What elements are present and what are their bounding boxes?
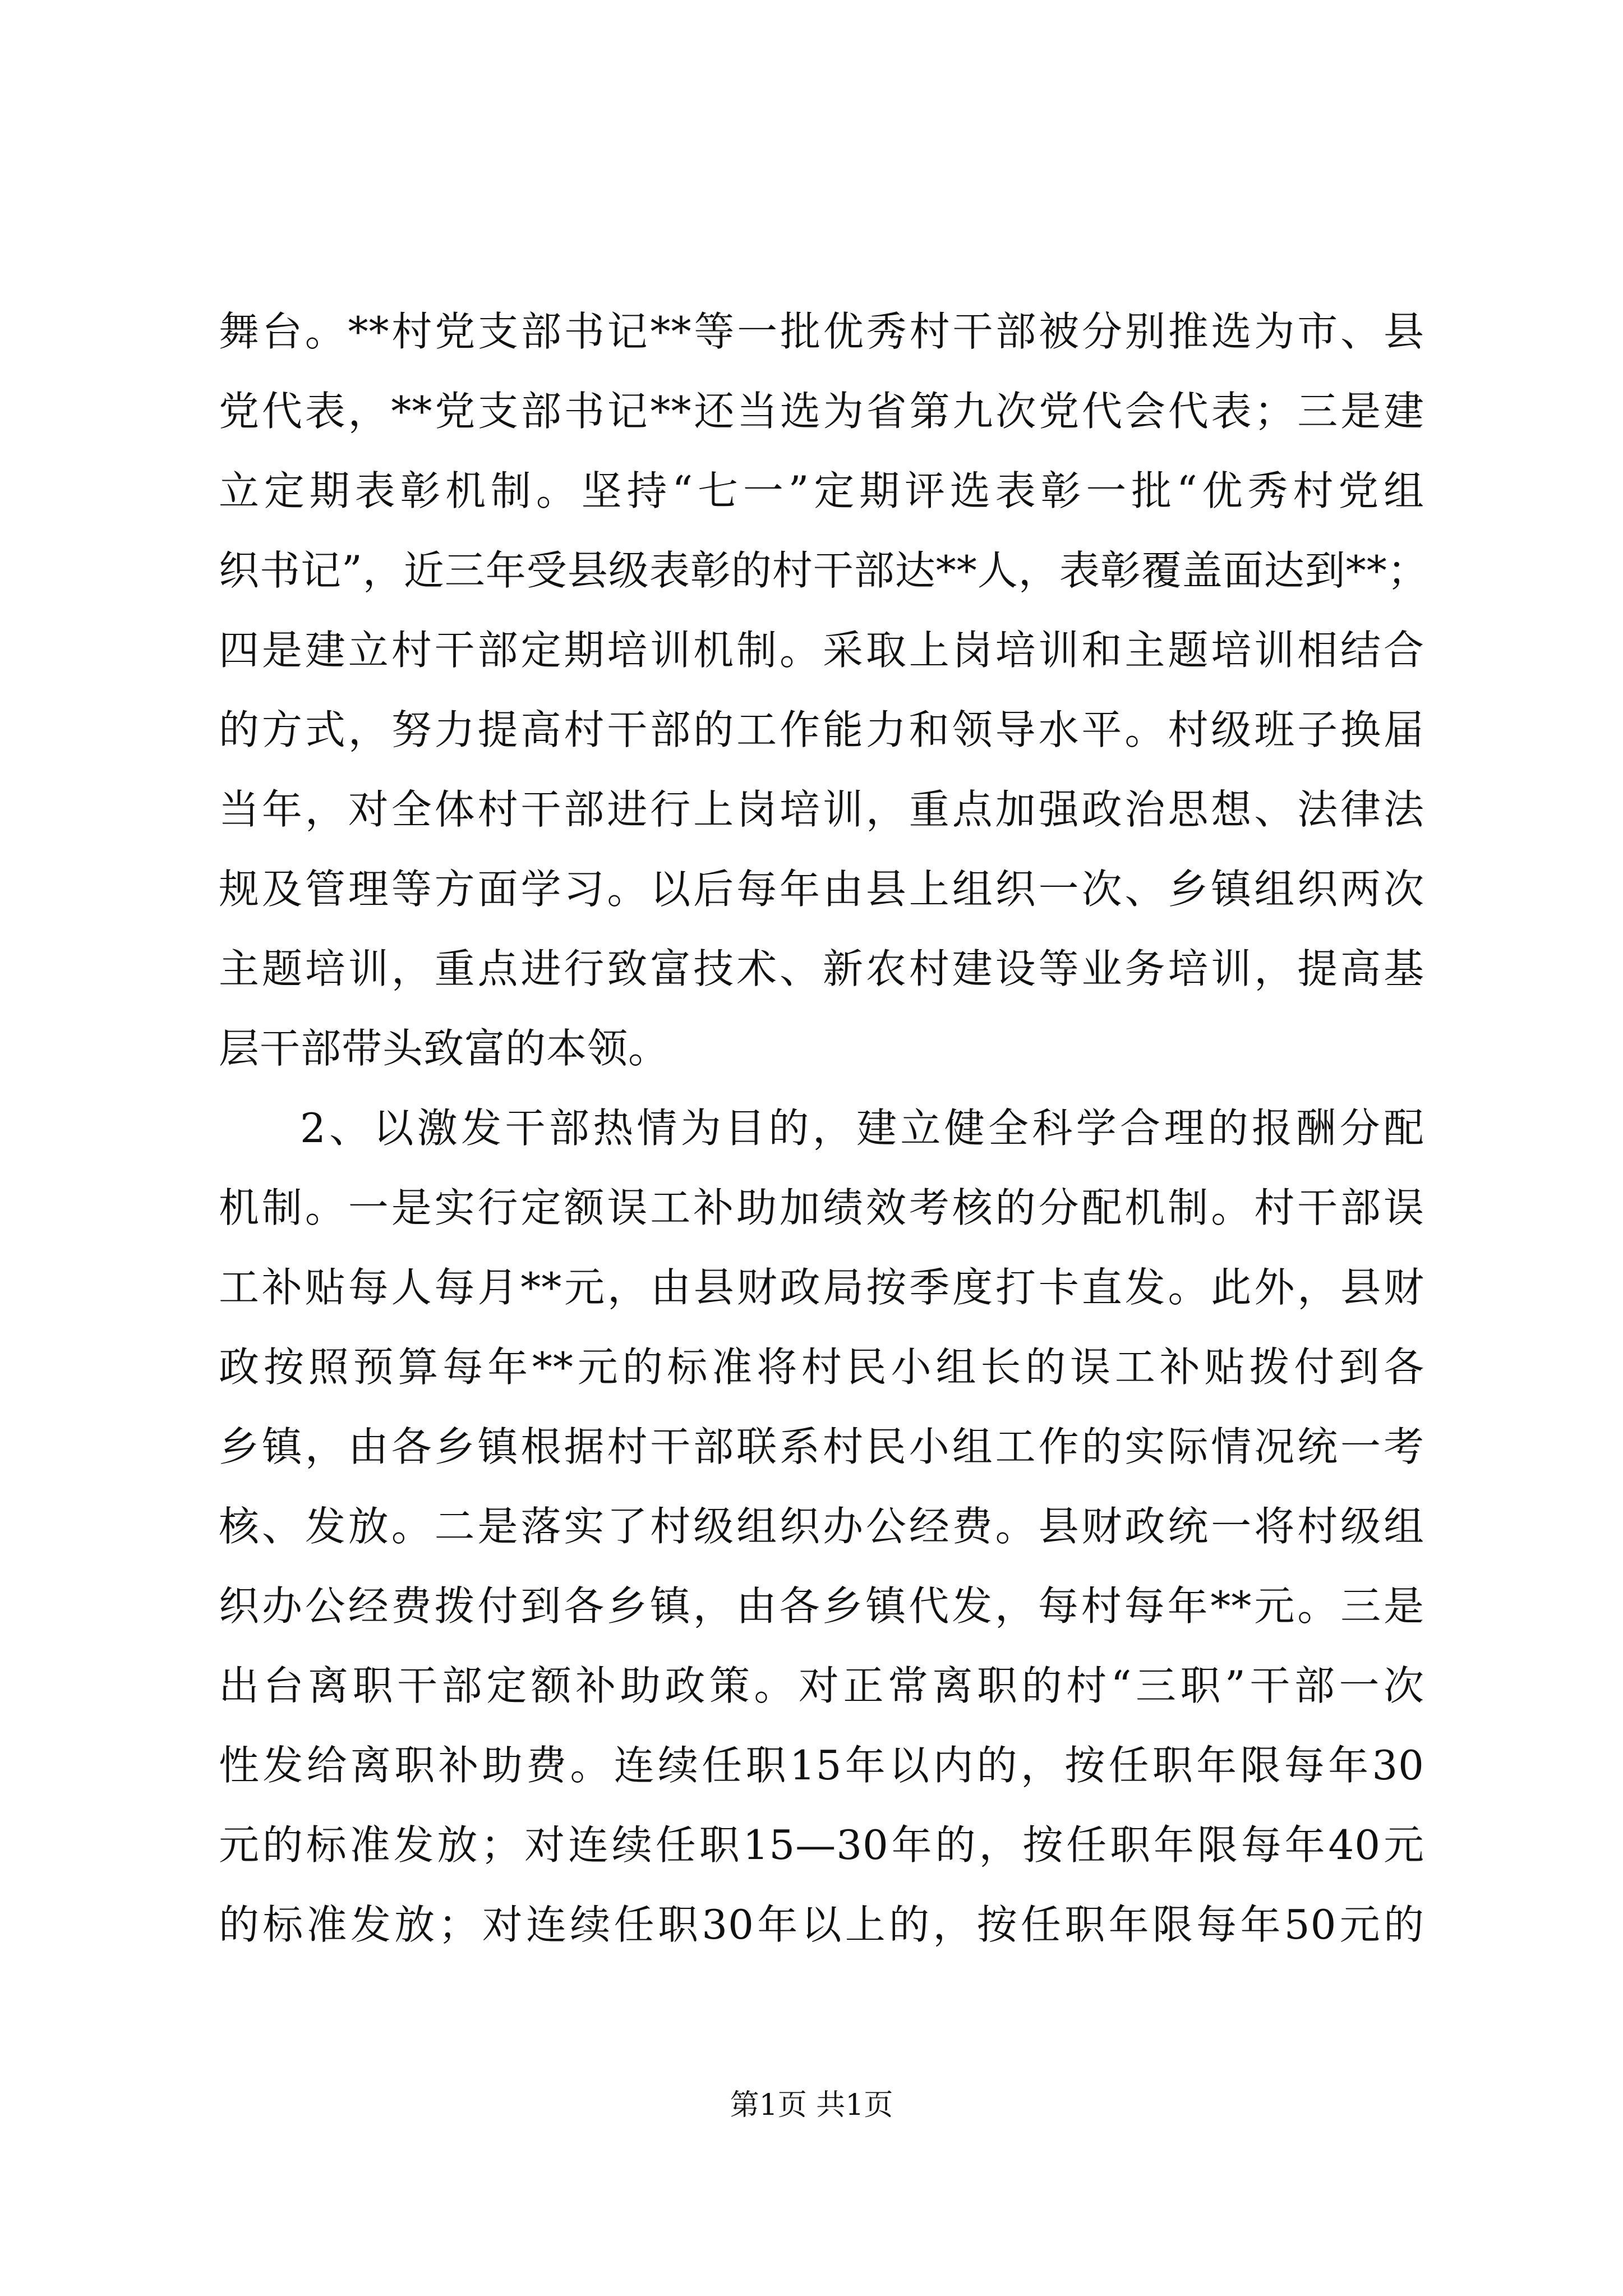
text-line: 机制。一是实行定额误工补助加绩效考核的分配机制。村干部误 <box>219 1184 1424 1231</box>
text-line: 政按照预算每年**元的标准将村民小组长的误工补贴拨付到各 <box>219 1343 1424 1391</box>
text-line: 出台离职干部定额补助政策。对正常离职的村“三职”干部一次 <box>219 1662 1424 1709</box>
document-body <box>219 292 1428 1964</box>
text-line: 乡镇，由各乡镇根据村干部联系村民小组工作的实际情况统一考 <box>219 1423 1424 1470</box>
text-line: 立定期表彰机制。坚持“七一”定期评选表彰一批“优秀村党组 <box>219 467 1424 514</box>
text-line: 核、发放。二是落实了村级组织办公经费。县财政统一将村级组 <box>219 1503 1424 1550</box>
text-line: 当年，对全体村干部进行上岗培训，重点加强政治思想、法律法 <box>219 786 1424 833</box>
text-line: 党代表，**党支部书记**还当选为省第九次党代会代表；三是建 <box>219 388 1424 435</box>
text-line: 元的标准发放；对连续任职15—30年的，按任职年限每年40元 <box>219 1821 1424 1869</box>
page-number: 第1页 共1页 <box>730 2088 893 2122</box>
text-line: 织办公经费拨付到各乡镇，由各乡镇代发，每村每年**元。三是 <box>219 1582 1424 1630</box>
text-line: 2、以激发干部热情为目的，建立健全科学合理的报酬分配 <box>300 1105 1424 1152</box>
text-line: 工补贴每人每月**元，由县财政局按季度打卡直发。此外，县财 <box>219 1264 1424 1311</box>
text-line: 四是建立村干部定期培训机制。采取上岗培训和主题培训相结合 <box>219 627 1424 674</box>
text-line: 织书记”，近三年受县级表彰的村干部达**人，表彰覆盖面达到**； <box>219 547 1428 594</box>
page-footer <box>0 2086 1623 2125</box>
text-line: 主题培训，重点进行致富技术、新农村建设等业务培训，提高基 <box>219 945 1424 992</box>
text-line: 性发给离职补助费。连续任职15年以内的，按任职年限每年30 <box>219 1742 1424 1789</box>
text-line: 层干部带头致富的本领。 <box>219 1025 670 1072</box>
text-line: 舞台。**村党支部书记**等一批优秀村干部被分别推选为市、县 <box>219 308 1424 355</box>
text-line: 的标准发放；对连续任职30年以上的，按任职年限每年50元的 <box>219 1901 1424 1948</box>
text-line: 规及管理等方面学习。以后每年由县上组织一次、乡镇组织两次 <box>219 866 1424 913</box>
text-line: 的方式，努力提高村干部的工作能力和领导水平。村级班子换届 <box>219 706 1424 753</box>
